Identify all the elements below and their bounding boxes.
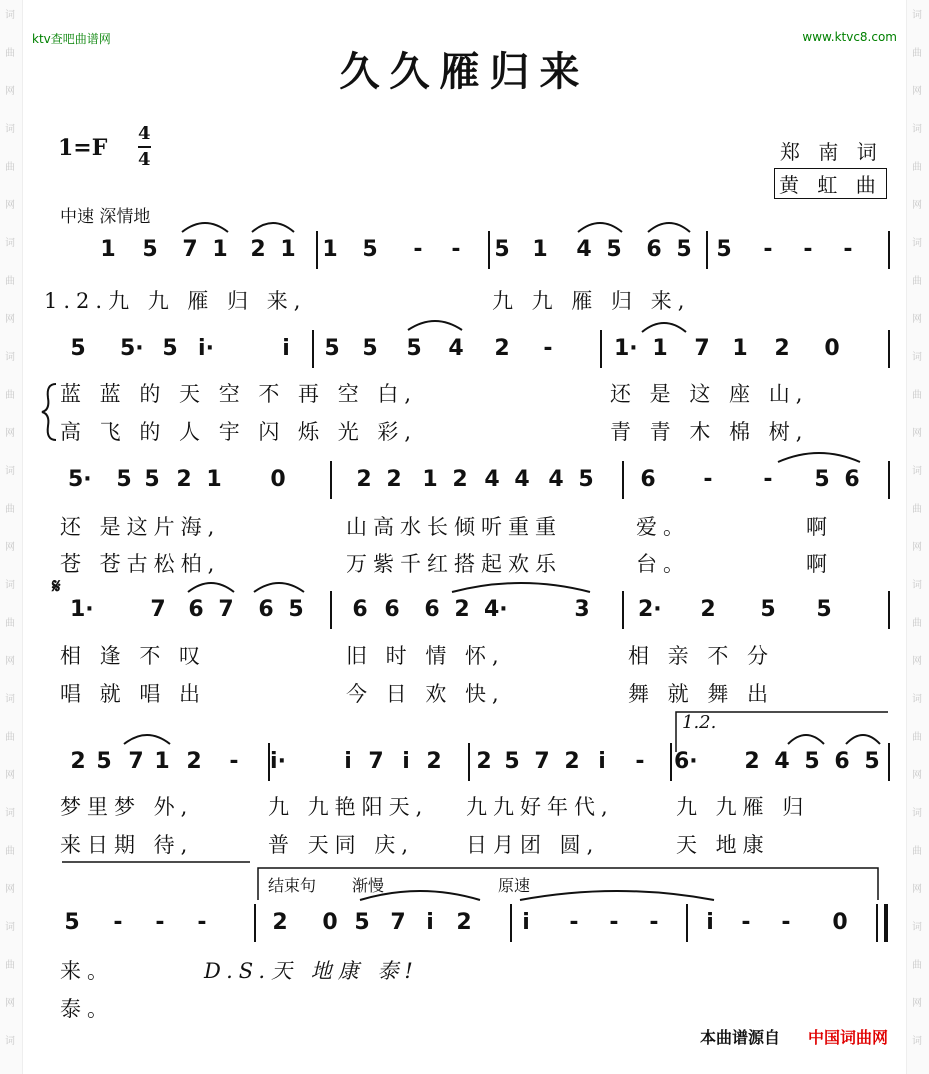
note: 1· [614,336,638,361]
side-watermark-glyph: 词 [5,694,15,705]
bracket-line [258,868,878,900]
note: 7 [534,749,550,774]
side-watermark-glyph: 词 [912,1036,922,1047]
side-watermark-glyph: 曲 [912,960,922,971]
footer-source-site: 中国词曲网 [808,1028,889,1047]
side-watermark-glyph: 网 [5,86,15,97]
footer-source-label: 本曲谱源自 [700,1028,781,1047]
note: 2 [494,336,510,361]
note: 5 [804,749,820,774]
side-watermark-glyph: 词 [5,580,15,591]
time-signature-bottom: 4 [138,149,151,170]
note: 7 [150,597,166,622]
slur [578,223,622,232]
final-bar-line [876,904,878,942]
side-watermark-glyph: 词 [912,922,922,933]
slur [408,321,462,330]
note: 4 [514,467,530,492]
note: 6 [834,749,850,774]
note: 2 [186,749,202,774]
side-watermark-glyph: 网 [912,86,922,97]
note: 0 [832,910,848,935]
time-signature-top: 4 [138,122,151,148]
side-watermark-glyph: 词 [912,694,922,705]
slur [360,891,480,900]
side-watermark-glyph: 曲 [5,732,15,743]
side-watermark-glyph: 网 [5,542,15,553]
volta-label: 1.2. [682,712,717,733]
note: 5 [288,597,304,622]
slur [188,583,234,592]
side-watermark-glyph: 词 [5,10,15,21]
note: 2 [70,749,86,774]
note: 6 [384,597,400,622]
side-watermark-glyph: 曲 [912,390,922,401]
lyric-line: 苍 苍古松柏, [60,552,221,576]
side-watermark-glyph: 曲 [912,846,922,857]
note: i [706,910,714,935]
side-watermark-glyph: 词 [912,10,922,21]
side-watermark-glyph: 词 [912,466,922,477]
composer-credit: 黄 虹 曲 [774,168,887,199]
side-watermark-glyph: 词 [912,124,922,135]
note: 5 [676,237,692,262]
note: i [598,749,606,774]
slur [846,735,880,744]
lyric-line: 还 是这片海, [60,515,221,539]
side-watermark-glyph: 网 [912,542,922,553]
note: 5 [362,336,378,361]
side-watermark-glyph: 词 [912,238,922,249]
lyric-line: 来。 [60,959,114,983]
side-watermark-glyph: 网 [912,656,922,667]
side-watermark-glyph: 曲 [5,276,15,287]
side-watermark-glyph: 网 [912,200,922,211]
note: 7 [694,336,710,361]
note: 4 [548,467,564,492]
note: 6 [352,597,368,622]
note: 2 [744,749,760,774]
note: - [703,467,713,492]
lyricist-credit: 郑 南 词 [780,140,883,164]
lyric-line: 山高水长倾听重重 [346,515,562,539]
note: i· [270,749,286,774]
note: - [635,749,645,774]
note: 1 [100,237,116,262]
note: - [649,910,659,935]
note: 6· [674,749,698,774]
side-watermark-glyph: 词 [5,1036,15,1047]
lyric-brace [42,384,56,440]
side-watermark-glyph: 网 [5,656,15,667]
side-watermark-glyph: 网 [912,314,922,325]
note: 1 [652,336,668,361]
note: 2 [456,910,472,935]
note: - [155,910,165,935]
note: 4· [484,597,508,622]
note: 5 [494,237,510,262]
song-title: 久久雁归来 [339,48,590,95]
note: 1 [212,237,228,262]
note: 1 [280,237,296,262]
lyric-line: 爱。 [636,515,690,539]
note: 7 [182,237,198,262]
side-watermark-glyph: 曲 [5,162,15,173]
note: 7 [218,597,234,622]
side-watermark-glyph: 网 [5,998,15,1009]
lyric-line: 来日期 待, [60,833,194,857]
slur [452,583,590,592]
lyric-line: 啊 [806,552,833,576]
side-watermark-glyph: 曲 [5,390,15,401]
bracket-line [676,712,888,752]
note: 2 [426,749,442,774]
note: 2 [700,597,716,622]
slur [520,891,714,900]
note: 5 [504,749,520,774]
side-watermark-glyph: 词 [912,352,922,363]
note: 5 [406,336,422,361]
side-watermark-glyph: 曲 [5,504,15,515]
note: 5 [142,237,158,262]
ending-label: 结束句 [268,876,317,895]
note: - [609,910,619,935]
lyric-line: 1.2.九 九 雁 归 来, [44,289,307,313]
lyric-line: 九九好年代, [466,795,614,819]
note: 5 [162,336,178,361]
note: 2 [564,749,580,774]
lyric-line: 普 天同 庆, [268,833,415,857]
note: 7 [368,749,384,774]
side-watermark-glyph: 曲 [912,732,922,743]
note: 1 [154,749,170,774]
note: - [197,910,207,935]
lyric-line: 青 青 木 棉 树, [610,420,809,444]
lyric-line: 天 地康 [676,833,770,857]
note: 2 [386,467,402,492]
note: 5 [864,749,880,774]
note: - [803,237,813,262]
lyric-line: 台。 [636,552,690,576]
side-watermark-glyph: 网 [912,770,922,781]
lyric-line: 舞 就 舞 出 [628,682,775,706]
note: 5 [816,597,832,622]
note: 5 [814,467,830,492]
note: 4 [448,336,464,361]
slur [642,323,686,332]
note: - [229,749,239,774]
lyric-line: 九 九艳阳天, [268,795,429,819]
note: i· [198,336,214,361]
note: - [113,910,123,935]
note: 6 [646,237,662,262]
side-watermark-glyph: 网 [912,884,922,895]
site-watermark-left: ktv查吧曲谱网 [32,32,111,46]
note: 0 [270,467,286,492]
note: - [569,910,579,935]
note: 2 [176,467,192,492]
note: i [344,749,352,774]
side-watermark-glyph: 网 [912,998,922,1009]
note: 5 [716,237,732,262]
lyric-line: 旧 时 情 怀, [346,644,505,668]
lyric-line: 泰。 [60,997,114,1021]
note: - [781,910,791,935]
tempo-marking: 中速 深情地 [60,207,151,227]
note: - [763,237,773,262]
key-signature: 1=F [58,135,108,161]
lyric-line: 九 九 雁 归 来, [492,289,691,313]
side-watermark-glyph: 词 [5,922,15,933]
note: 2 [356,467,372,492]
site-watermark-right: www.ktvc8.com [802,30,897,44]
note: 1 [532,237,548,262]
side-watermark-glyph: 网 [5,770,15,781]
side-watermark-glyph: 词 [5,124,15,135]
side-watermark-glyph: 曲 [912,276,922,287]
note: 5 [144,467,160,492]
note: 2 [272,910,288,935]
side-watermark-glyph: 网 [5,314,15,325]
note: 6 [188,597,204,622]
lyric-line: 唱 就 唱 出 [60,682,207,706]
side-watermark-glyph: 网 [912,428,922,439]
note: 5 [354,910,370,935]
note: - [451,237,461,262]
note: 5 [324,336,340,361]
note: 0 [322,910,338,935]
note: 5 [96,749,112,774]
note: 4 [774,749,790,774]
side-watermark-glyph: 曲 [912,48,922,59]
segno-sign: 𝄋 [52,574,61,598]
final-bar-line [884,904,888,942]
slur [252,223,294,232]
lyric-line: 万紫千红搭起欢乐 [346,552,562,576]
slur [124,735,170,744]
side-watermark-glyph: 曲 [5,960,15,971]
lyric-line: 九 九雁 归 [676,795,810,819]
side-watermark-glyph: 曲 [912,618,922,629]
ritardando-marking: 渐慢 [352,876,385,895]
note: 5 [578,467,594,492]
slur [182,223,228,232]
note: 5· [68,467,92,492]
side-watermark-glyph: 曲 [5,618,15,629]
note: 2 [774,336,790,361]
note: 1 [732,336,748,361]
side-watermark-glyph: 曲 [912,504,922,515]
note: 2 [476,749,492,774]
note: i [282,336,290,361]
note: 5 [116,467,132,492]
slur [254,583,304,592]
side-watermark-glyph: 网 [5,884,15,895]
note: 1 [206,467,222,492]
side-watermark-glyph: 曲 [912,162,922,173]
note: 7 [128,749,144,774]
note: 2 [454,597,470,622]
note: i [402,749,410,774]
note: i [522,910,530,935]
note: 6 [844,467,860,492]
note: 5 [70,336,86,361]
note: 2· [638,597,662,622]
note: 1· [70,597,94,622]
lyric-line: 相 亲 不 分 [628,644,775,668]
a-tempo-marking: 原速 [498,876,531,895]
side-watermark-glyph: 词 [5,808,15,819]
note: 2 [452,467,468,492]
note: 5 [760,597,776,622]
note: 2 [250,237,266,262]
note: 1 [322,237,338,262]
note: 6 [258,597,274,622]
note: 1 [422,467,438,492]
note: 5 [606,237,622,262]
side-watermark-glyph: 网 [5,200,15,211]
lyric-line: 日月团 圆, [466,833,600,857]
side-watermark-glyph: 词 [912,808,922,819]
note: 5 [64,910,80,935]
side-watermark-glyph: 词 [5,238,15,249]
note: 6 [424,597,440,622]
side-watermark-glyph: 曲 [5,846,15,857]
side-watermark-glyph: 网 [5,428,15,439]
note: 7 [390,910,406,935]
side-watermark-glyph: 词 [912,580,922,591]
note: 5 [362,237,378,262]
note: 0 [824,336,840,361]
note: 4 [484,467,500,492]
side-watermark-glyph: 词 [5,352,15,363]
slur [778,453,860,462]
side-watermark-glyph: 曲 [5,48,15,59]
lyric-line: 高 飞 的 人 宇 闪 烁 光 彩, [60,420,418,444]
side-watermark-glyph: 词 [5,466,15,477]
lyric-line: 今 日 欢 快, [346,682,505,706]
lyric-line: 相 逢 不 叹 [60,644,207,668]
note: 6 [640,467,656,492]
lyric-line: D.S.天 地康 泰! [204,959,419,983]
note: 4 [576,237,592,262]
lyric-line: 还 是 这 座 山, [610,382,809,406]
slur [648,223,690,232]
lyric-line: 啊 [806,515,833,539]
note: i [426,910,434,935]
note: - [413,237,423,262]
note: - [843,237,853,262]
lyric-line: 蓝 蓝 的 天 空 不 再 空 白, [60,382,418,406]
note: - [741,910,751,935]
note: 3 [574,597,590,622]
lyric-line: 梦里梦 外, [60,795,194,819]
note: - [763,467,773,492]
note: 5· [120,336,144,361]
note: - [543,336,553,361]
slur [788,735,824,744]
